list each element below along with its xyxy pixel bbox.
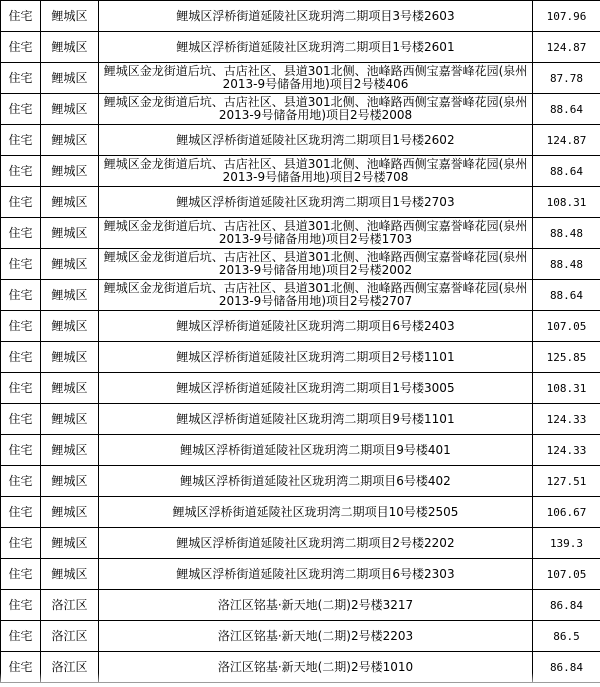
table-row bbox=[1, 32, 600, 63]
type-cell: 住宅 bbox=[1, 125, 41, 156]
type-cell: 住宅 bbox=[1, 404, 41, 435]
address-cell: 洛江区铭基·新天地(二期)2号楼1010 bbox=[99, 652, 533, 683]
address-cell: 鲤城区浮桥街道延陵社区珑玥湾二期项目2号楼1101 bbox=[99, 342, 533, 373]
table-row bbox=[1, 1, 600, 32]
area-cell: 107.96 bbox=[533, 1, 600, 32]
table-row bbox=[1, 311, 600, 342]
district-cell: 鲤城区 bbox=[41, 218, 99, 249]
area-cell: 88.64 bbox=[533, 156, 600, 187]
district-cell: 鲤城区 bbox=[41, 187, 99, 218]
district-cell: 鲤城区 bbox=[41, 373, 99, 404]
table-row bbox=[1, 249, 600, 280]
type-cell: 住宅 bbox=[1, 652, 41, 683]
area-cell: 127.51 bbox=[533, 466, 600, 497]
address-cell: 鲤城区浮桥街道延陵社区珑玥湾二期项目10号楼2505 bbox=[99, 497, 533, 528]
address-cell: 鲤城区浮桥街道延陵社区珑玥湾二期项目6号楼402 bbox=[99, 466, 533, 497]
address-cell: 鲤城区金龙街道后坑、古店社区、县道301北侧、池峰路西侧宝嘉誉峰花园(泉州2013-9号储备用地)项目2号楼708 bbox=[99, 156, 533, 187]
type-cell: 住宅 bbox=[1, 1, 41, 32]
type-cell: 住宅 bbox=[1, 249, 41, 280]
area-cell: 88.64 bbox=[533, 94, 600, 125]
table-row bbox=[1, 373, 600, 404]
area-cell: 87.78 bbox=[533, 63, 600, 94]
address-cell: 鲤城区浮桥街道延陵社区珑玥湾二期项目2号楼2202 bbox=[99, 528, 533, 559]
district-cell: 洛江区 bbox=[41, 590, 99, 621]
district-cell: 洛江区 bbox=[41, 621, 99, 652]
type-cell: 住宅 bbox=[1, 528, 41, 559]
address-cell: 鲤城区浮桥街道延陵社区珑玥湾二期项目1号楼3005 bbox=[99, 373, 533, 404]
type-cell: 住宅 bbox=[1, 373, 41, 404]
table-row bbox=[1, 187, 600, 218]
area-cell: 86.84 bbox=[533, 652, 600, 683]
district-cell: 鲤城区 bbox=[41, 404, 99, 435]
table-body bbox=[1, 1, 600, 683]
table-row bbox=[1, 559, 600, 590]
table-row bbox=[1, 342, 600, 373]
area-cell: 125.85 bbox=[533, 342, 600, 373]
district-cell: 鲤城区 bbox=[41, 1, 99, 32]
district-cell: 洛江区 bbox=[41, 652, 99, 683]
area-cell: 88.48 bbox=[533, 249, 600, 280]
area-cell: 108.31 bbox=[533, 187, 600, 218]
type-cell: 住宅 bbox=[1, 280, 41, 311]
address-cell: 鲤城区金龙街道后坑、古店社区、县道301北侧、池峰路西侧宝嘉誉峰花园(泉州2013-9号储备用地)项目2号楼2707 bbox=[99, 280, 533, 311]
area-cell: 108.31 bbox=[533, 373, 600, 404]
area-cell: 88.48 bbox=[533, 218, 600, 249]
address-cell: 鲤城区金龙街道后坑、古店社区、县道301北侧、池峰路西侧宝嘉誉峰花园(泉州2013-9号储备用地)项目2号楼1703 bbox=[99, 218, 533, 249]
area-cell: 124.87 bbox=[533, 32, 600, 63]
bottom-fade bbox=[0, 673, 600, 687]
district-cell: 鲤城区 bbox=[41, 94, 99, 125]
type-cell: 住宅 bbox=[1, 559, 41, 590]
district-cell: 鲤城区 bbox=[41, 528, 99, 559]
area-cell: 124.33 bbox=[533, 435, 600, 466]
table-row bbox=[1, 63, 600, 94]
area-cell: 86.5 bbox=[533, 621, 600, 652]
type-cell: 住宅 bbox=[1, 311, 41, 342]
district-cell: 鲤城区 bbox=[41, 497, 99, 528]
district-cell: 鲤城区 bbox=[41, 466, 99, 497]
table-row bbox=[1, 497, 600, 528]
table-row bbox=[1, 435, 600, 466]
district-cell: 鲤城区 bbox=[41, 280, 99, 311]
table-row bbox=[1, 218, 600, 249]
address-cell: 鲤城区金龙街道后坑、古店社区、县道301北侧、池峰路西侧宝嘉誉峰花园(泉州2013-9号储备用地)项目2号楼406 bbox=[99, 63, 533, 94]
table-row bbox=[1, 94, 600, 125]
address-cell: 鲤城区金龙街道后坑、古店社区、县道301北侧、池峰路西侧宝嘉誉峰花园(泉州2013-9号储备用地)项目2号楼2008 bbox=[99, 94, 533, 125]
district-cell: 鲤城区 bbox=[41, 249, 99, 280]
area-cell: 139.3 bbox=[533, 528, 600, 559]
district-cell: 鲤城区 bbox=[41, 156, 99, 187]
address-cell: 鲤城区浮桥街道延陵社区珑玥湾二期项目1号楼2601 bbox=[99, 32, 533, 63]
table-row bbox=[1, 466, 600, 497]
type-cell: 住宅 bbox=[1, 342, 41, 373]
address-cell: 鲤城区浮桥街道延陵社区珑玥湾二期项目1号楼2703 bbox=[99, 187, 533, 218]
address-cell: 鲤城区浮桥街道延陵社区珑玥湾二期项目6号楼2303 bbox=[99, 559, 533, 590]
area-cell: 107.05 bbox=[533, 311, 600, 342]
area-cell: 107.05 bbox=[533, 559, 600, 590]
address-cell: 洛江区铭基·新天地(二期)2号楼2203 bbox=[99, 621, 533, 652]
district-cell: 鲤城区 bbox=[41, 559, 99, 590]
address-cell: 鲤城区浮桥街道延陵社区珑玥湾二期项目3号楼2603 bbox=[99, 1, 533, 32]
address-cell: 鲤城区浮桥街道延陵社区珑玥湾二期项目9号楼401 bbox=[99, 435, 533, 466]
area-cell: 88.64 bbox=[533, 280, 600, 311]
table-row bbox=[1, 404, 600, 435]
district-cell: 鲤城区 bbox=[41, 311, 99, 342]
address-cell: 鲤城区浮桥街道延陵社区珑玥湾二期项目6号楼2403 bbox=[99, 311, 533, 342]
table-row bbox=[1, 621, 600, 652]
address-cell: 鲤城区金龙街道后坑、古店社区、县道301北侧、池峰路西侧宝嘉誉峰花园(泉州2013-9号储备用地)项目2号楼2002 bbox=[99, 249, 533, 280]
table-row bbox=[1, 125, 600, 156]
area-cell: 106.67 bbox=[533, 497, 600, 528]
type-cell: 住宅 bbox=[1, 156, 41, 187]
type-cell: 住宅 bbox=[1, 32, 41, 63]
type-cell: 住宅 bbox=[1, 497, 41, 528]
type-cell: 住宅 bbox=[1, 94, 41, 125]
type-cell: 住宅 bbox=[1, 187, 41, 218]
type-cell: 住宅 bbox=[1, 590, 41, 621]
address-cell: 洛江区铭基·新天地(二期)2号楼3217 bbox=[99, 590, 533, 621]
area-cell: 124.87 bbox=[533, 125, 600, 156]
district-cell: 鲤城区 bbox=[41, 435, 99, 466]
table-row bbox=[1, 528, 600, 559]
type-cell: 住宅 bbox=[1, 63, 41, 94]
table-row bbox=[1, 590, 600, 621]
area-cell: 124.33 bbox=[533, 404, 600, 435]
area-cell: 86.84 bbox=[533, 590, 600, 621]
address-cell: 鲤城区浮桥街道延陵社区珑玥湾二期项目9号楼1101 bbox=[99, 404, 533, 435]
type-cell: 住宅 bbox=[1, 435, 41, 466]
district-cell: 鲤城区 bbox=[41, 342, 99, 373]
table-row bbox=[1, 280, 600, 311]
type-cell: 住宅 bbox=[1, 218, 41, 249]
table-row bbox=[1, 156, 600, 187]
address-cell: 鲤城区浮桥街道延陵社区珑玥湾二期项目1号楼2602 bbox=[99, 125, 533, 156]
district-cell: 鲤城区 bbox=[41, 32, 99, 63]
type-cell: 住宅 bbox=[1, 466, 41, 497]
district-cell: 鲤城区 bbox=[41, 125, 99, 156]
type-cell: 住宅 bbox=[1, 621, 41, 652]
district-cell: 鲤城区 bbox=[41, 63, 99, 94]
